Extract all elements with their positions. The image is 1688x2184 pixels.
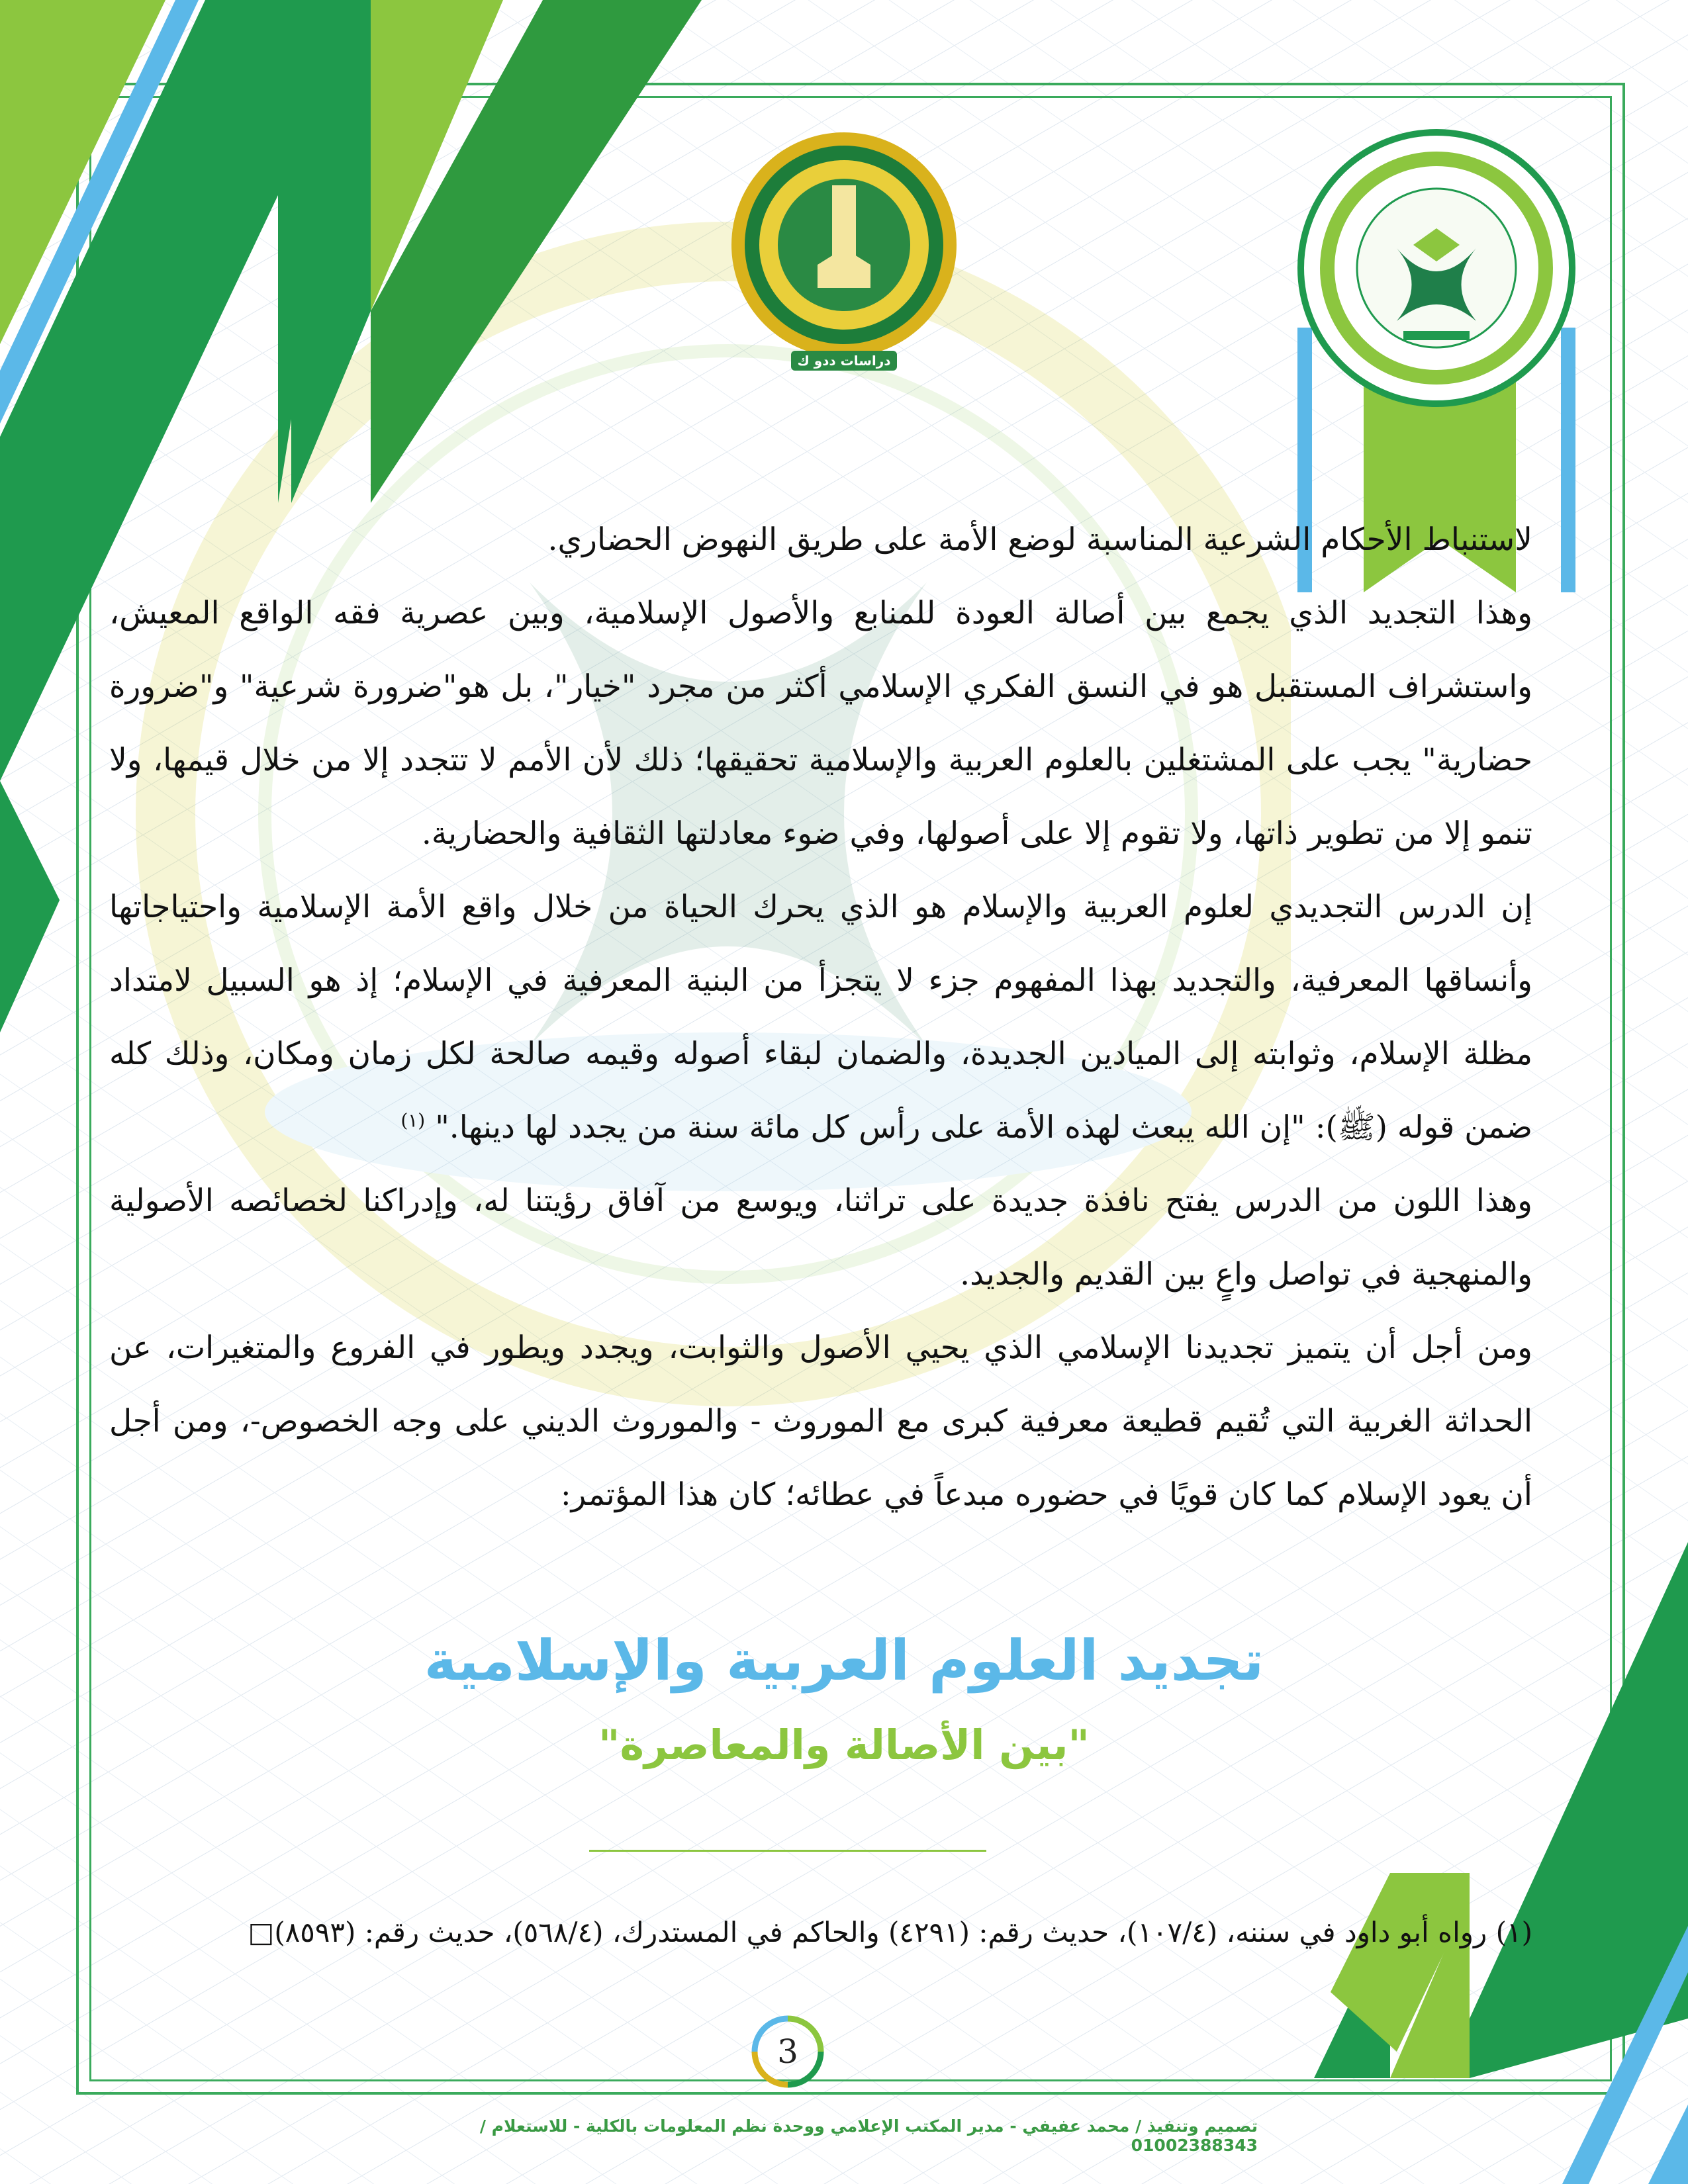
body-text xyxy=(109,503,1532,1531)
page-number: 3 xyxy=(777,2032,798,2071)
page-number-badge xyxy=(748,2012,827,2091)
footnote-divider xyxy=(589,1850,986,1852)
paragraph-3-text: إن الدرس التجديدي لعلوم العربية والإسلام هو الذي يحرك الحياة من خلال واقع الأمة الإسلامية واحتياجاتها وأنساقها المعرفية، والتجديد بهذا المفهوم جزء لا يتجزأ من البنية المعرفية في الإسلام؛ إذ هو السبيل لامتداد مظلة الإسلام، وثوابته إلى الميادين الجديدة، والضمان لبقاء أصوله وقيمه صالحة لكل زمان ومكان، وذلك كله ضمن قوله (ﷺ): "إن الله يبعث لهذه الأمة على رأس كل مائة سنة من يجدد لها دينها." xyxy=(109,889,1532,1146)
paragraph-4: وهذا اللون من الدرس يفتح نافذة جديدة على تراثنا، ويوسع من آفاق رؤيتنا له، وإدراكنا لخصائصه الأصولية والمنهجية في تواصل واعٍ بين القديم والجديد. xyxy=(109,1183,1532,1293)
footer-credit: تصميم وتنفيذ / محمد عفيفي - مدير المكتب الإعلامي ووحدة نظم المعلومات بالكلية - للاستعلام / 01002388343 xyxy=(479,2116,1258,2155)
emblem-caption: دراسات ددو ك xyxy=(797,353,891,369)
paragraph-2: وهذا التجديد الذي يجمع بين أصالة العودة للمنابع والأصول الإسلامية، وبين عصرية فقه الواقع المعيش، واستشراف المستقبل هو في النسق الفكري الإسلامي أكثر من مجرد "خيار"، بل هو"ضرورة شرعية" و"ضرورة حضارية" يجب على المشتغلين بالعلوم العربية والإسلامية تحقيقها؛ ذلك لأن الأمم لا تتجدد إلا من خلال قيمها، ولا تنمو إلا من تطوير ذاتها، ولا تقوم إلا على أصولها، وفي ضوء معادلتها الثقافية والحضارية. xyxy=(109,595,1532,852)
footnote: (١) رواه أبو داود في سننه، (١٠٧/٤)، حديث رقم: (٤٢٩١) والحاكم في المستدرك، (٥٦٨/٤)، حديث رقم: (٨٥٩٣)□ xyxy=(248,1916,1532,1948)
college-emblem-logo xyxy=(718,122,970,387)
footnote-reference: (١) xyxy=(400,1109,426,1132)
conference-subtitle: "بين الأصالة والمعاصرة" xyxy=(598,1721,1090,1769)
paragraph-5: ومن أجل أن يتميز تجديدنا الإسلامي الذي يحيي الأصول والثوابت، ويجدد ويطور في الفروع والمتغيرات، عن الحداثة الغربية التي تُقيم قطيعة معرفية كبرى مع الموروث - والموروث الديني على وجه الخصوص-، ومن أجل أن يعود الإسلام كما كان قويًا في حضوره مبدعاً في عطائه؛ كان هذا المؤتمر: xyxy=(109,1330,1532,1513)
paragraph-3 xyxy=(109,870,1532,1164)
conference-title: تجديد العلوم العربية والإسلامية xyxy=(424,1628,1264,1693)
paragraph-1: لاستنباط الأحكام الشرعية المناسبة لوضع الأمة على طريق النهوض الحضاري. xyxy=(547,522,1532,558)
